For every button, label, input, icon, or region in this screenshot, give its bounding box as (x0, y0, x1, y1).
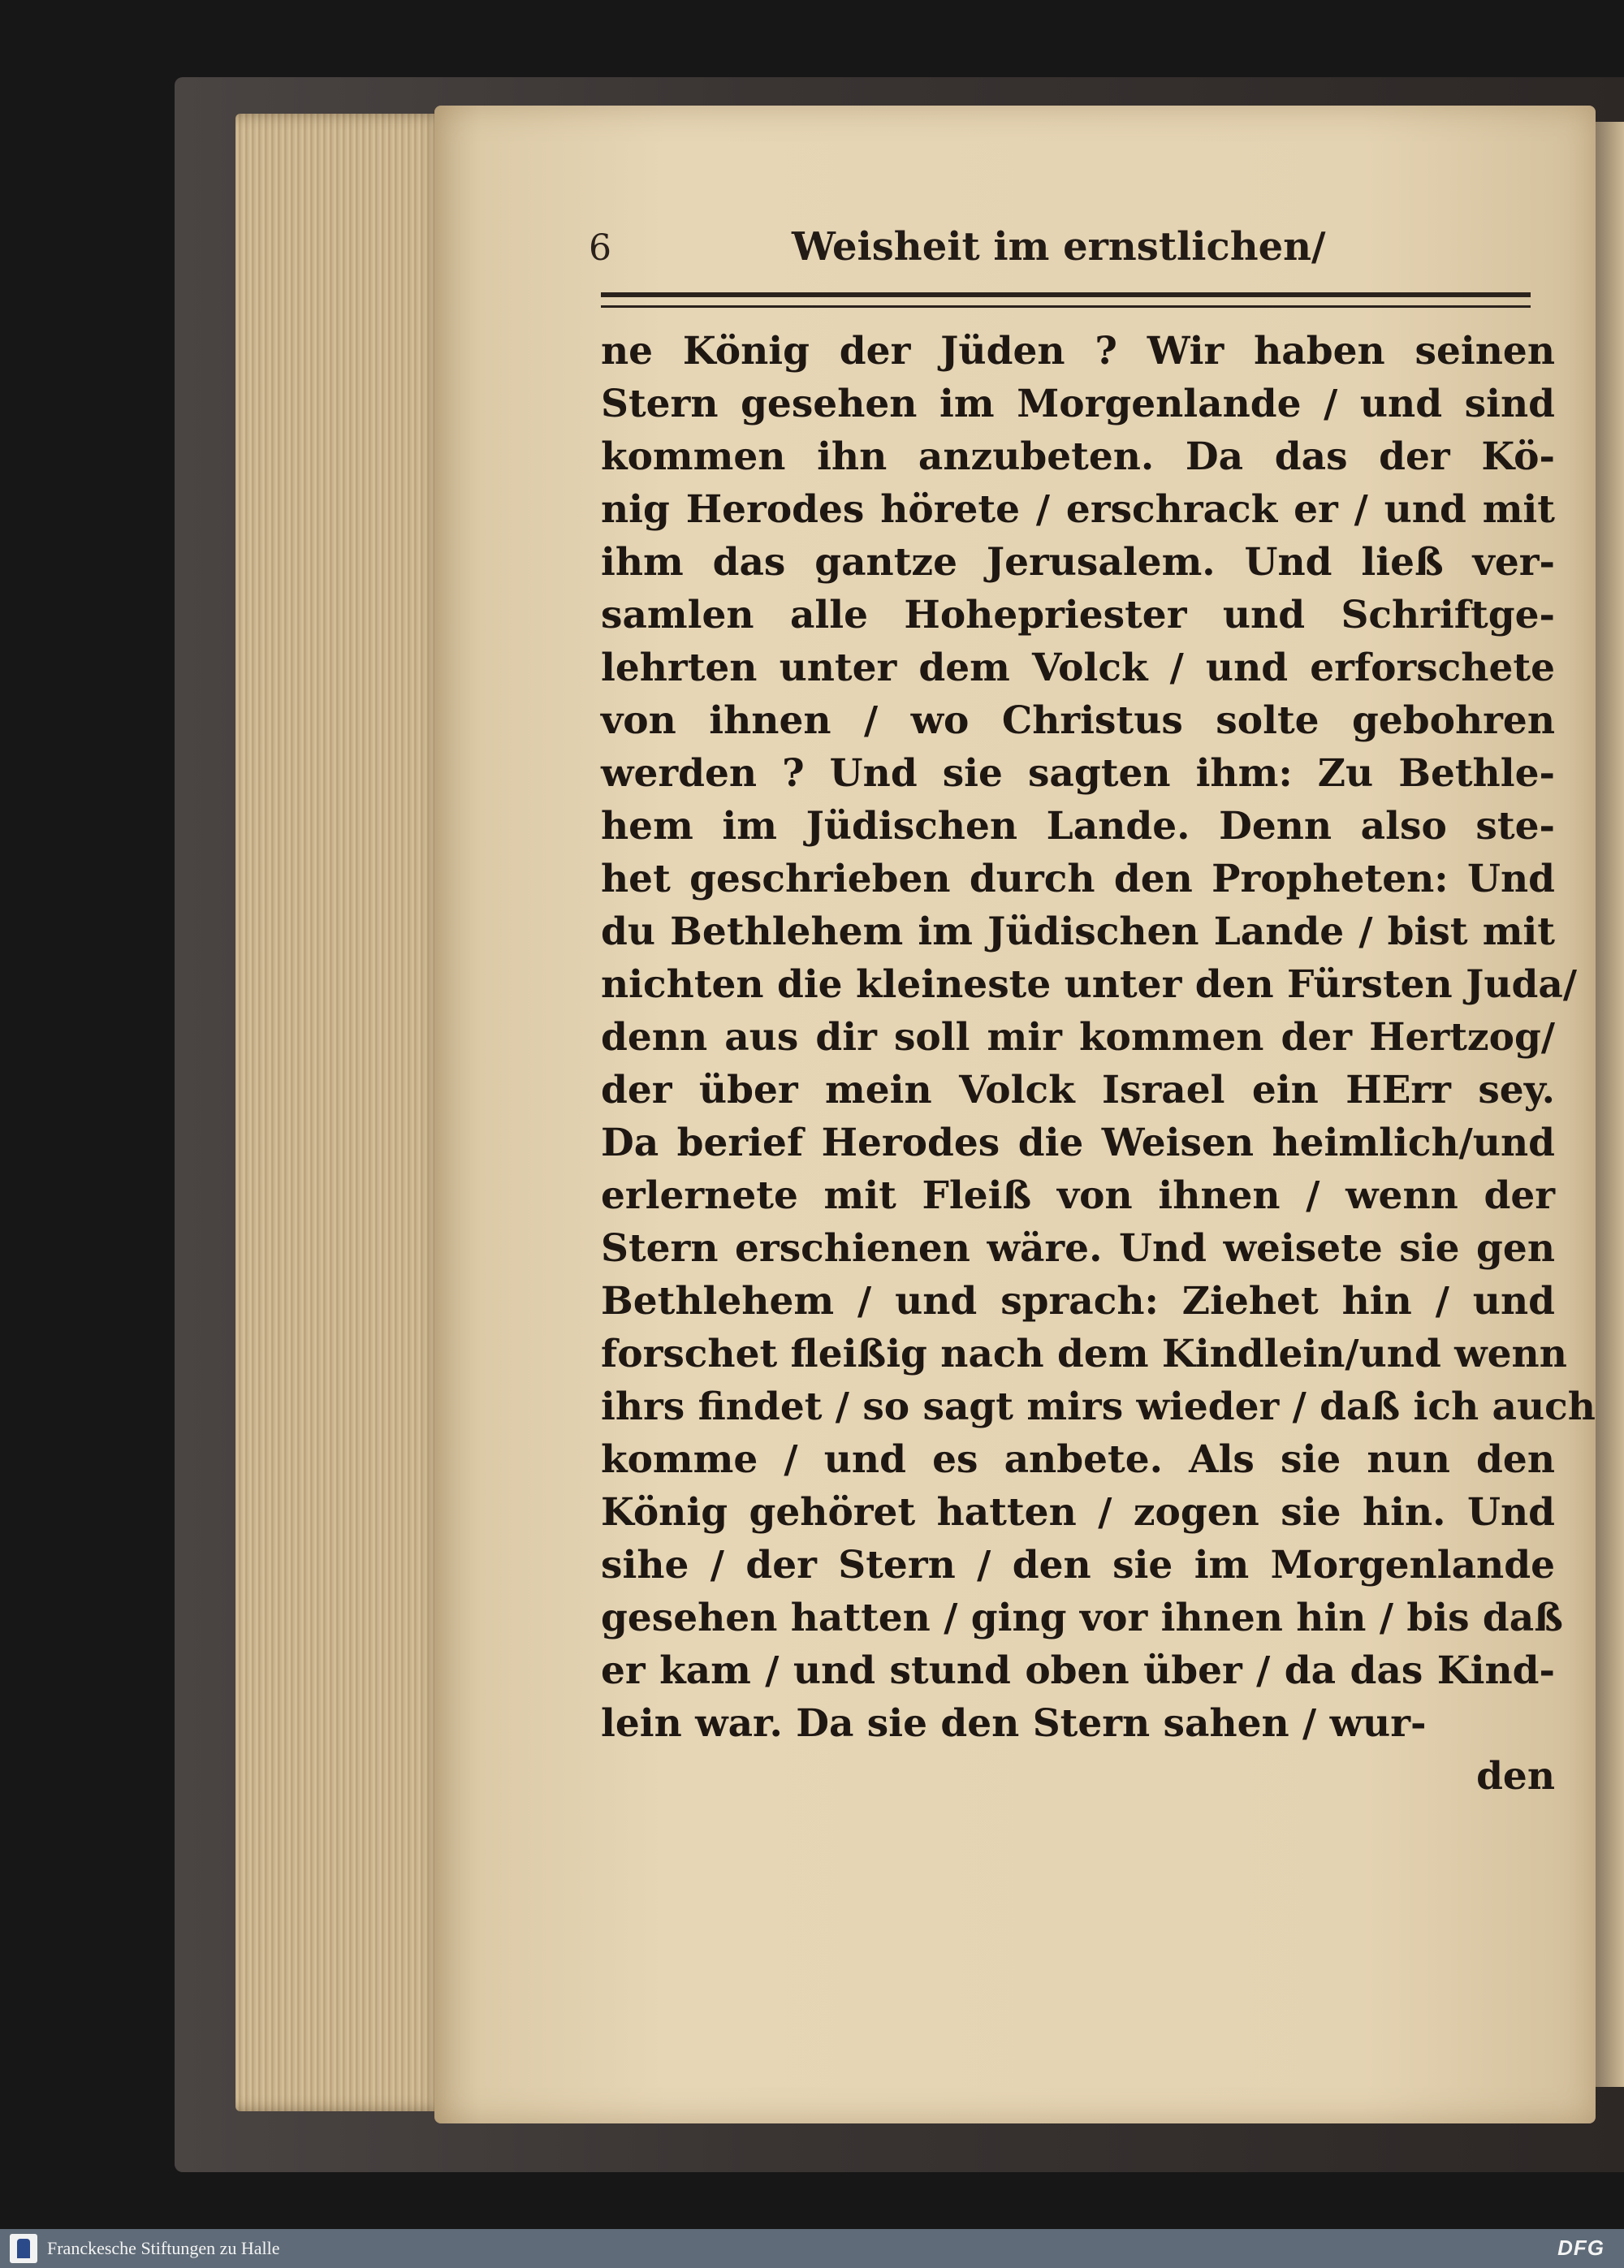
catchword: den (1476, 1754, 1555, 1799)
text-line: Stern erschienen wäre. Und weisete sie gen (601, 1226, 1555, 1271)
text-line: het geschrieben durch den Propheten: Und (601, 857, 1555, 901)
text-line: König gehöret hatten / zogen sie hin. Und (601, 1490, 1555, 1535)
text-line: lehrten unter dem Volck / und erforschete (601, 646, 1555, 690)
text-line: ihrs findet / so sagt mirs wieder / daß ich auch (601, 1385, 1596, 1429)
text-line: er kam / und stund oben über / da das Kind- (601, 1648, 1555, 1693)
text-line: du Bethlehem im Jüdischen Lande / bist mit (601, 909, 1555, 954)
body-text (601, 325, 1596, 1803)
text-line: ne König der Jüden ? Wir haben seinen (601, 329, 1555, 374)
facing-page-edge (1596, 122, 1624, 2087)
viewer-footer (0, 2229, 1624, 2268)
text-line: forschet fleißig nach dem Kindlein/und wenn (601, 1332, 1567, 1376)
dfg-logo: DFG (1557, 2236, 1605, 2260)
text-line: hem im Jüdischen Lande. Denn also ste- (601, 804, 1555, 849)
text-line: Stern gesehen im Morgenlande / und sind (601, 382, 1555, 426)
running-head: Weisheit im ernstlichen/ (792, 224, 1326, 270)
text-line: samlen alle Hohepriester und Schriftge- (601, 593, 1555, 637)
text-line: der über mein Volck Israel ein HErr sey. (601, 1068, 1555, 1112)
text-line: denn aus dir soll mir kommen der Hertzog/ (601, 1015, 1555, 1060)
text-line: von ihnen / wo Christus solte gebohren (601, 698, 1555, 743)
text-line: sihe / der Stern / den sie im Morgenlande (601, 1543, 1555, 1588)
text-line: ihm das gantze Jerusalem. Und ließ ver- (601, 540, 1555, 585)
text-line: lein war. Da sie den Stern sahen / wur- (601, 1701, 1427, 1746)
text-line: Bethlehem / und sprach: Ziehet hin / und (601, 1279, 1555, 1324)
text-line: nig Herodes hörete / erschrack er / und mit (601, 487, 1555, 532)
text-line: nichten die kleineste unter den Fürsten Juda/ (601, 962, 1577, 1007)
text-line: erlernete mit Fleiß von ihnen / wenn der (601, 1173, 1555, 1218)
text-line: werden ? Und sie sagten ihm: Zu Bethle- (601, 751, 1555, 796)
page-number: 6 (589, 227, 611, 269)
text-line: Da berief Herodes die Weisen heimlich/und (601, 1121, 1555, 1165)
header-rule (601, 292, 1531, 297)
text-line: kommen ihn anzubeten. Da das der Kö- (601, 434, 1555, 479)
page-edges (235, 114, 447, 2111)
institution-name: Franckesche Stiftungen zu Halle (47, 2238, 280, 2258)
text-line: gesehen hatten / ging vor ihnen hin / bis daß (601, 1596, 1563, 1640)
text-line: komme / und es anbete. Als sie nun den (601, 1437, 1555, 1482)
institution-logo-icon (10, 2234, 37, 2263)
header-rule-thin (601, 305, 1531, 308)
page-header (589, 219, 1531, 284)
